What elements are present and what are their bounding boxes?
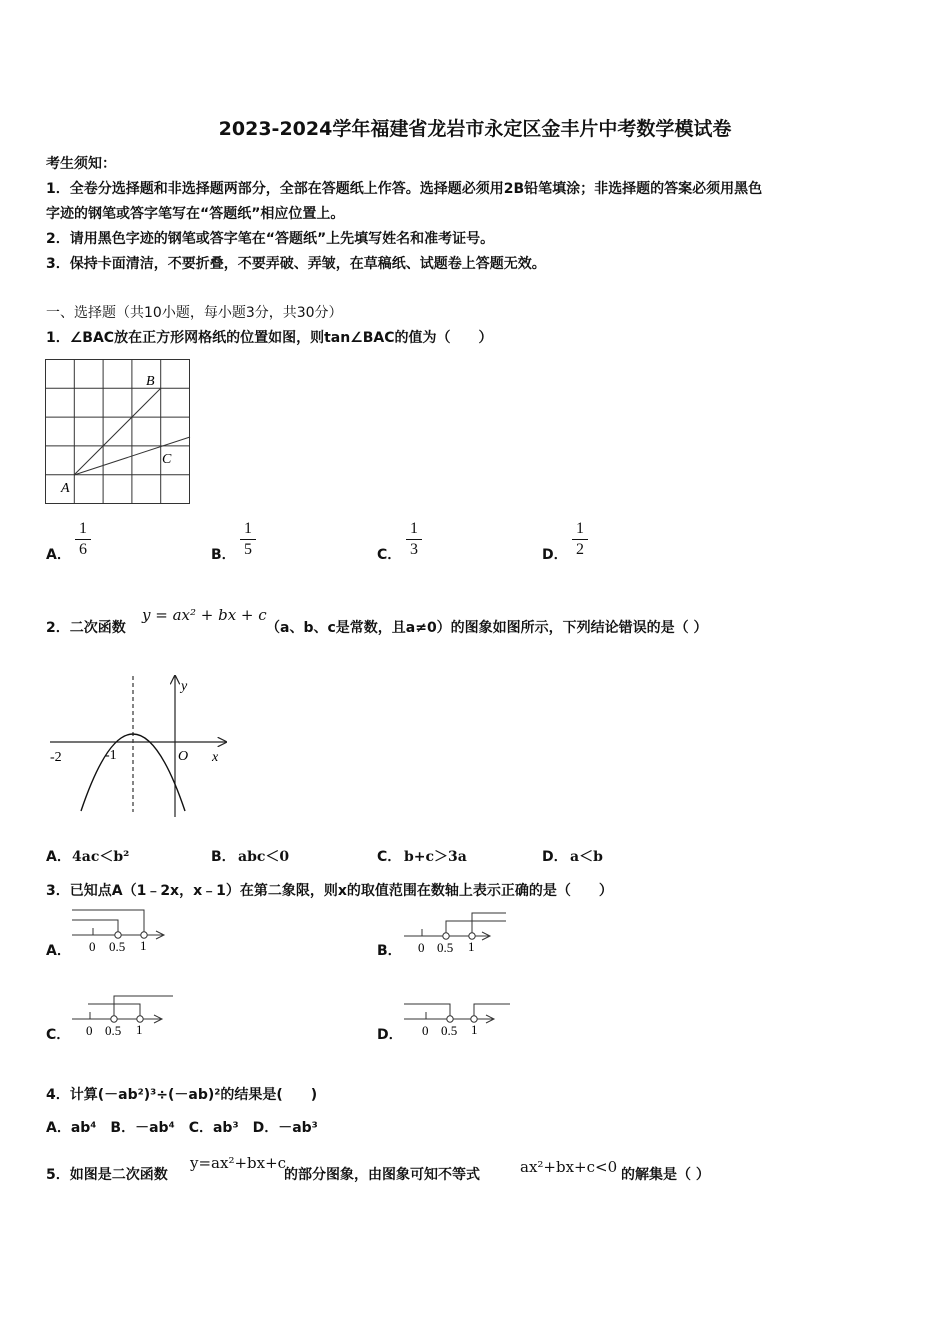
q1-option-d-fraction: $\frac{1}{2}$ bbox=[572, 519, 588, 560]
ray-ab bbox=[74, 388, 161, 475]
q3-option-c-label: C． bbox=[46, 1027, 71, 1043]
y-axis-label: y bbox=[181, 679, 188, 694]
x-axis-label: x bbox=[212, 750, 219, 765]
q2-stem-before: 2．二次函数 bbox=[46, 620, 126, 636]
q2-option-d-label: D． bbox=[542, 849, 568, 865]
q2-formula: y = ax² + bx + c bbox=[142, 606, 267, 624]
q3-option-a-number-line bbox=[70, 908, 170, 958]
q2-option-a-label: A． bbox=[46, 849, 71, 865]
q3-option-d-number-line bbox=[402, 993, 517, 1043]
tick-0: 0 bbox=[422, 1023, 429, 1038]
q2-option-c-text: b+c＞3a bbox=[404, 849, 467, 865]
tick-0: 0 bbox=[86, 1023, 93, 1038]
q3-option-d-label: D． bbox=[377, 1027, 403, 1043]
tick-0: 0 bbox=[418, 940, 425, 955]
q5-stem-middle: 的部分图象，由图象可知不等式 bbox=[284, 1167, 480, 1183]
tick-1: 1 bbox=[136, 1022, 143, 1037]
q5-formula-1: y=ax²+bx+c bbox=[190, 1154, 287, 1172]
q1-option-c-fraction: $\frac{1}{3}$ bbox=[406, 519, 422, 560]
q3-option-b-label: B． bbox=[377, 943, 402, 959]
notice-item-2: 2．请用黑色字迹的钢笔或答字笔在“答题纸”上先填写姓名和准考证号。 bbox=[46, 231, 495, 247]
tick-minus-1: -1 bbox=[105, 748, 117, 763]
q1-option-c-label: C． bbox=[377, 547, 402, 563]
q1-stem: 1．∠BAC放在正方形网格纸的位置如图，则tan∠BAC的值为（ ） bbox=[46, 330, 493, 346]
q2-option-c-label: C． bbox=[377, 849, 402, 865]
tick-0: 0 bbox=[89, 939, 96, 954]
tick-minus-2: -2 bbox=[50, 750, 62, 765]
q2-option-a-text: 4ac＜b² bbox=[72, 849, 130, 865]
q3-stem: 3．已知点A（1﹣2x，x﹣1）在第二象限，则x的取值范围在数轴上表示正确的是（ ） bbox=[46, 883, 613, 899]
label-a: A bbox=[61, 481, 70, 496]
q2-stem-after: （a、b、c是常数，且a≠0）的图象如图所示，下列结论错误的是（ ） bbox=[266, 620, 708, 636]
label-b: B bbox=[146, 374, 155, 389]
notice-heading: 考生须知： bbox=[46, 156, 116, 172]
q2-option-b-label: B． bbox=[211, 849, 236, 865]
q5-stem-before: 5．如图是二次函数 bbox=[46, 1167, 168, 1183]
q3-option-b-number-line bbox=[402, 910, 512, 960]
q5-formula-2: ax²+bx+c<0 bbox=[520, 1158, 618, 1176]
tick-0-5: 0.5 bbox=[105, 1023, 122, 1038]
q4-stem: 4．计算(－ab²)³÷(－ab)²的结果是( ) bbox=[46, 1087, 318, 1103]
section-1-heading: 一、选择题（共10小题，每小题3分，共30分） bbox=[46, 305, 343, 321]
q3-option-a-label: A． bbox=[46, 943, 71, 959]
tick-1: 1 bbox=[468, 939, 475, 954]
tick-1: 1 bbox=[140, 938, 147, 953]
q1-option-a-fraction: $\frac{1}{6}$ bbox=[75, 519, 91, 560]
notice-item-1-line-2: 字迹的钢笔或答字笔写在“答题纸”相应位置上。 bbox=[46, 206, 345, 222]
q2-option-b-text: abc＜0 bbox=[238, 849, 290, 865]
label-c: C bbox=[162, 452, 172, 467]
q2-option-d-text: a＜b bbox=[570, 849, 603, 865]
q4-options: A．ab⁴ B．－ab⁴ C．ab³ D．－ab³ bbox=[46, 1120, 318, 1136]
notice-item-3: 3．保持卡面清洁，不要折叠，不要弄破、弄皱，在草稿纸、试题卷上答题无效。 bbox=[46, 256, 546, 272]
q1-grid-figure bbox=[45, 359, 191, 505]
q1-option-a-label: A． bbox=[46, 547, 71, 563]
tick-0-5: 0.5 bbox=[441, 1023, 458, 1038]
tick-0-5: 0.5 bbox=[109, 939, 126, 954]
page-title: 2023-2024学年福建省龙岩市永定区金丰片中考数学模试卷 bbox=[218, 118, 732, 140]
q3-option-c-number-line bbox=[70, 993, 180, 1043]
tick-0-5: 0.5 bbox=[437, 940, 454, 955]
notice-item-1-line-1: 1．全卷分选择题和非选择题两部分，全部在答题纸上作答。选择题必须用2B铅笔填涂；非选择题的答案必须用黑色 bbox=[46, 181, 763, 197]
q1-option-d-label: D． bbox=[542, 547, 568, 563]
q1-option-b-fraction: $\frac{1}{5}$ bbox=[240, 519, 256, 560]
q5-stem-after: 的解集是（ ） bbox=[621, 1167, 710, 1183]
origin-label: O bbox=[178, 749, 189, 764]
q1-option-b-label: B． bbox=[211, 547, 236, 563]
q2-parabola-figure bbox=[48, 672, 233, 822]
tick-1: 1 bbox=[471, 1022, 478, 1037]
